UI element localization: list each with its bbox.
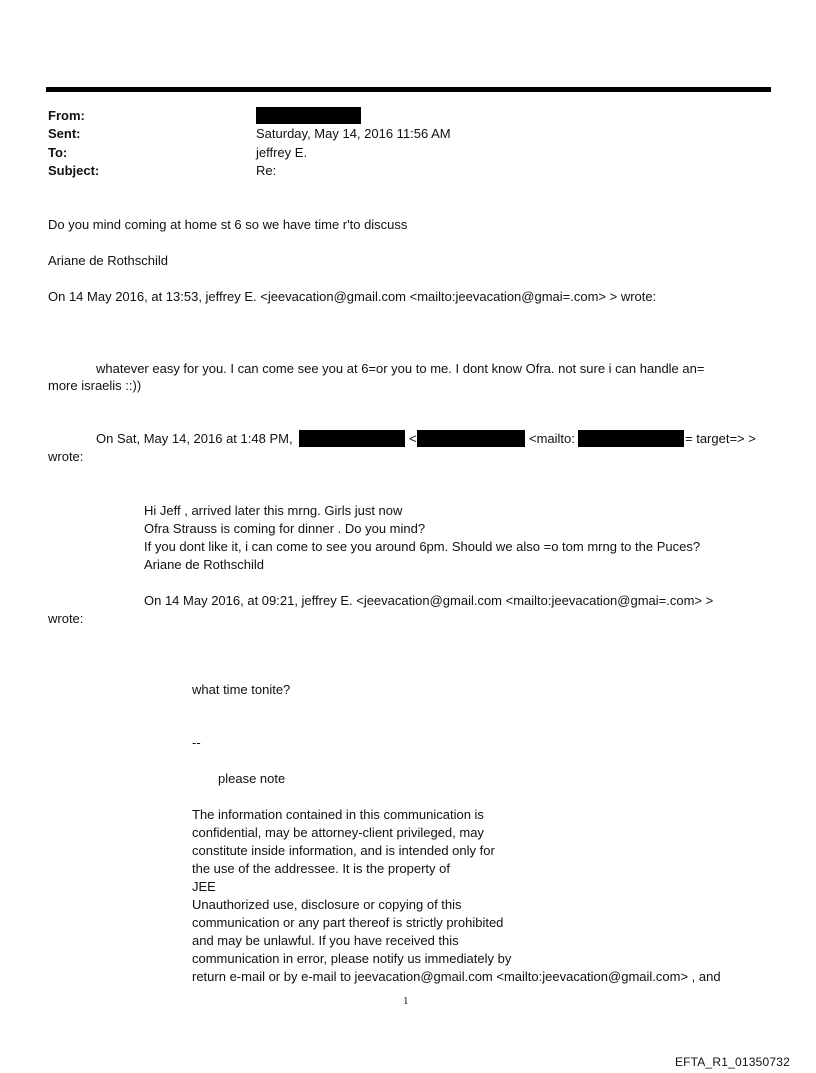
disclaimer-line: return e-mail or by e-mail to jeevacation@gmail.com <mailto:jeevacation@gmail.com> , and <box>192 969 721 984</box>
quote-3-intro: On 14 May 2016, at 09:21, jeffrey E. <jeevacation@gmail.com <mailto:jeevacation@gmai=.com> > <box>144 593 714 608</box>
signature-separator: -- <box>192 735 201 750</box>
from-redaction <box>256 107 361 124</box>
header-rule <box>46 87 771 92</box>
sent-label: Sent: <box>48 126 81 141</box>
quote-1-intro: On 14 May 2016, at 13:53, jeffrey E. <jeevacation@gmail.com <mailto:jeevacation@gmai=.com> > wrote: <box>48 289 657 304</box>
disclaimer-line: communication in error, please notify us immediately by <box>192 951 512 966</box>
quote-2-wrote: wrote: <box>48 449 84 464</box>
please-note: please note <box>218 771 286 786</box>
disclaimer-line: The information contained in this communication is <box>192 807 484 822</box>
reply-1-line-1: whatever easy for you. I can come see you at 6=or you to me. I dont know Ofra. not sure i can handle an= <box>96 361 705 376</box>
to-value: jeffrey E. <box>256 145 308 160</box>
page-number: 1 <box>403 995 409 1007</box>
subject-label: Subject: <box>48 163 100 178</box>
disclaimer-line: Unauthorized use, disclosure or copying of this <box>192 897 462 912</box>
quote-2-email-redaction <box>417 430 525 447</box>
sent-value: Saturday, May 14, 2016 11:56 AM <box>256 126 451 141</box>
quote-3-wrote: wrote: <box>48 611 84 626</box>
disclaimer-line: constitute inside information, and is intended only for <box>192 843 495 858</box>
body-line-1: Do you mind coming at home st 6 so we have time r'to discuss <box>48 217 408 232</box>
from-label: From: <box>48 108 85 123</box>
disclaimer-line: the use of the addressee. It is the property of <box>192 861 450 876</box>
subject-value: Re: <box>256 163 277 178</box>
quote-2-target: = target=> > <box>685 431 756 446</box>
quote-2-name-redaction <box>299 430 405 447</box>
message-2-line: Ofra Strauss is coming for dinner . Do you mind? <box>144 521 426 536</box>
bates-number: EFTA_R1_01350732 <box>674 1055 790 1069</box>
disclaimer-line: JEE <box>192 879 216 894</box>
message-2-line: If you dont like it, i can come to see you around 6pm. Should we also =o tom mrng to the Puces? <box>144 539 701 554</box>
quote-2-mailto-redaction <box>578 430 684 447</box>
message-2-line: Ariane de Rothschild <box>144 557 264 572</box>
quote-2-mailto: <mailto: <box>529 431 575 446</box>
disclaimer-line: confidential, may be attorney-client privileged, may <box>192 825 484 840</box>
quote-2-lt: < <box>409 431 417 446</box>
disclaimer-line: and may be unlawful. If you have received this <box>192 933 459 948</box>
message-3-line: what time tonite? <box>192 682 291 697</box>
disclaimer-line: communication or any part thereof is strictly prohibited <box>192 915 504 930</box>
quote-2-on: On Sat, May 14, 2016 at 1:48 PM, <box>96 431 293 446</box>
to-label: To: <box>48 145 68 160</box>
signature-1: Ariane de Rothschild <box>48 253 168 268</box>
reply-1-line-2: more israelis ::)) <box>48 378 142 393</box>
message-2-line: Hi Jeff , arrived later this mrng. Girls just now <box>144 503 403 518</box>
disclaimer-block <box>192 806 721 986</box>
message-2-block <box>144 502 700 574</box>
